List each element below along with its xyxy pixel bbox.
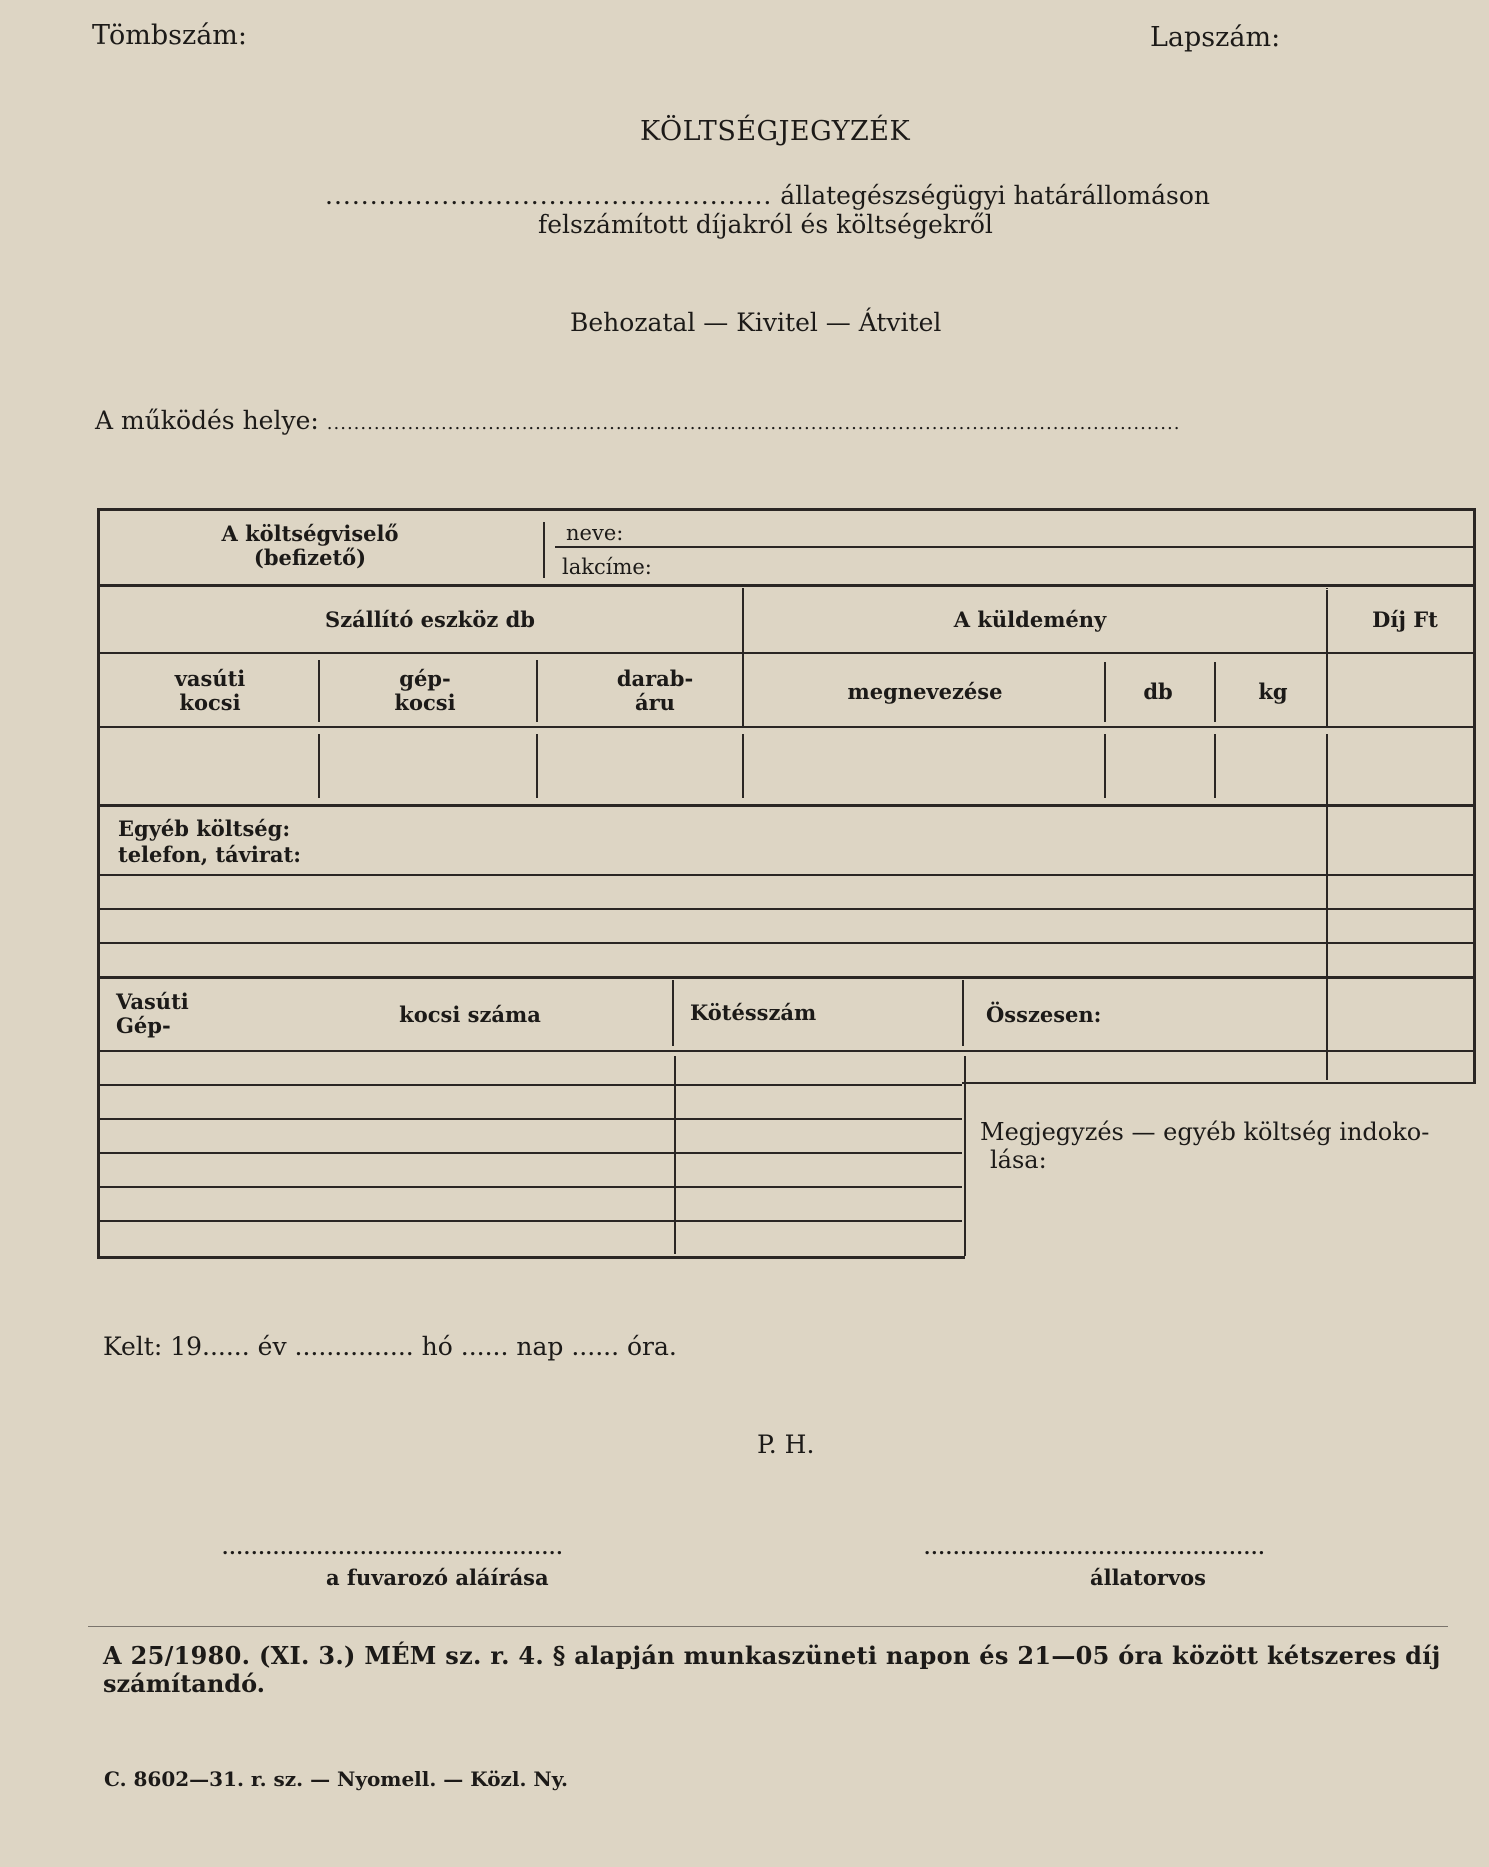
table-left-border: [97, 508, 100, 1258]
payer-divider: [543, 522, 545, 578]
station-name-dots[interactable]: ..................................................: [325, 181, 773, 210]
location-dots[interactable]: ...............................................................................................................................: [326, 413, 1181, 434]
data-divider-4: [1104, 734, 1106, 798]
column-header-line: [97, 726, 1475, 728]
col-rail-1: vasúti: [174, 666, 246, 691]
col-rail-wagon: [120, 667, 300, 715]
payer-label-2: (befizető): [253, 545, 367, 570]
fee-column-divider: [1326, 734, 1328, 1080]
table-top-border: [97, 508, 1475, 511]
shipment-fee-divider: [1326, 590, 1328, 726]
col-piece-1: darab-: [616, 666, 694, 691]
direction-options: Behozatal — Kivitel — Átvitel: [570, 308, 942, 337]
vehicle-section-top: [97, 976, 1475, 979]
vet-signature-dots[interactable]: ...............................................: [924, 1538, 1266, 1559]
footer-divider: [88, 1626, 1448, 1627]
vehicle-type-label: [116, 990, 189, 1038]
vehicle-type-2: Gép-: [116, 1013, 171, 1038]
location-line: [95, 406, 1180, 435]
other-cost-label: [118, 816, 301, 868]
vehicle-row-2: [97, 1118, 962, 1120]
vehicle-divider-2: [962, 980, 964, 1046]
address-label: lakcíme:: [562, 555, 652, 579]
col-kg: kg: [1258, 679, 1288, 704]
blank-line-2: [97, 942, 1475, 944]
col-truck: [340, 667, 510, 715]
remark-line-1: Megjegyzés — egyéb költség indoko-: [980, 1118, 1430, 1146]
spacer: [1326, 588, 1328, 589]
carrier-signature-dots[interactable]: ...............................................: [222, 1538, 564, 1559]
data-row-bottom: [97, 804, 1475, 807]
name-label: neve:: [566, 521, 624, 545]
data-divider-2: [536, 734, 538, 798]
blank-line-1: [97, 908, 1475, 910]
date-line[interactable]: Kelt: 19...... év ............... hó ...... nap ...... óra.: [103, 1332, 677, 1361]
data-divider-5: [1214, 734, 1216, 798]
col-divider-1: [318, 660, 320, 722]
col-truck-2: kocsi: [394, 690, 456, 715]
subtitle-line-1: [325, 181, 1210, 210]
vehicle-header-line: [97, 1050, 1475, 1052]
fee-header: Díj Ft: [1372, 607, 1438, 632]
other-cost-line: [97, 874, 1475, 876]
col-piece-goods: [560, 667, 750, 715]
fee-column-bottom: [962, 1082, 1475, 1084]
binding-number-header: Kötésszám: [690, 1000, 817, 1025]
col-divider-2: [536, 660, 538, 722]
remark-line-2: lása:: [990, 1146, 1047, 1174]
subtitle-line-1-text: állategészségügyi határállomáson: [780, 181, 1210, 210]
col-rail-2: kocsi: [179, 690, 241, 715]
data-divider-3: [742, 734, 744, 798]
vehicle-divider-1b: [674, 1056, 676, 1254]
total-label: Összesen:: [986, 1002, 1102, 1027]
table-right-border: [1473, 508, 1476, 1084]
carrier-signature-label: a fuvarozó aláírása: [326, 1565, 549, 1590]
sheet-number-label: Lapszám:: [1150, 22, 1281, 53]
other-cost-2: telefon, távirat:: [118, 842, 301, 867]
footnote-line-2: számítandó.: [103, 1669, 266, 1698]
footnote-line-1: A 25/1980. (XI. 3.) MÉM sz. r. 4. § alapján munkaszüneti napon és 21—05 óra között kétszeres díj: [103, 1641, 1441, 1670]
other-cost-1: Egyéb költség:: [118, 816, 291, 841]
group-header-line: [97, 652, 1475, 654]
payer-label: [210, 522, 410, 570]
vehicle-type-1: Vasúti: [116, 989, 189, 1014]
vet-signature-label: állatorvos: [1090, 1565, 1206, 1590]
col-divider-db: [1104, 662, 1106, 722]
subtitle-line-2: felszámított díjakról és költségekről: [538, 210, 993, 239]
table-bottom-border: [97, 1256, 965, 1259]
vehicle-number-header: kocsi száma: [399, 1002, 541, 1027]
col-truck-1: gép-: [399, 666, 451, 691]
block-number-label: Tömbszám:: [92, 20, 247, 51]
col-item-name: megnevezése: [847, 679, 1003, 704]
printer-imprint: C. 8602—31. r. sz. — Nyomell. — Közl. Ny.: [104, 1767, 568, 1791]
col-db: db: [1143, 679, 1173, 704]
payer-label-1: A költségviselő: [221, 521, 399, 546]
vehicle-divider-2b: [964, 1056, 966, 1256]
vehicle-row-1: [97, 1084, 962, 1086]
vehicle-row-4: [97, 1186, 962, 1188]
payer-bottom-border: [97, 584, 1475, 587]
data-divider-1: [318, 734, 320, 798]
col-divider-kg: [1214, 662, 1216, 722]
vehicle-divider-1: [672, 980, 674, 1046]
transport-header: Szállító eszköz db: [325, 607, 535, 632]
location-label: A működés helye:: [95, 406, 319, 435]
document-title: KÖLTSÉGJEGYZÉK: [640, 116, 911, 147]
stamp-label: P. H.: [757, 1430, 815, 1459]
vehicle-row-5: [97, 1220, 962, 1222]
shipment-header: A küldemény: [953, 607, 1107, 632]
name-underline: [555, 546, 1475, 548]
col-piece-2: áru: [635, 690, 675, 715]
remark-label: [980, 1118, 1429, 1174]
vehicle-row-3: [97, 1152, 962, 1154]
